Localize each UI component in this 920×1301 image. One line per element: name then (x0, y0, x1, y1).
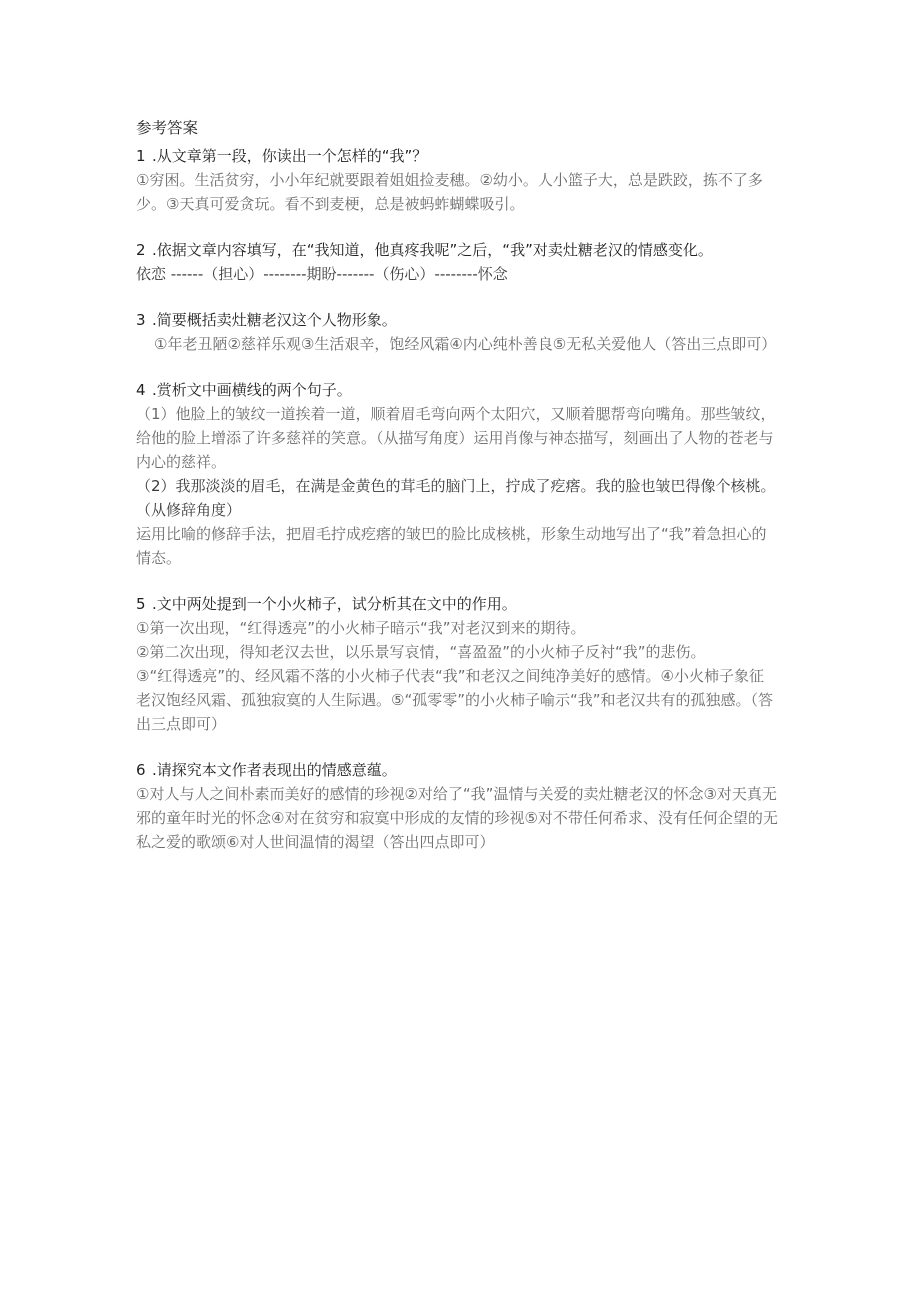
question-6 (136, 758, 778, 782)
question-text: .文中两处提到一个小火柿子，试分析其在文中的作用。 (152, 595, 517, 613)
question-text: .赏析文中画横线的两个句子。 (152, 381, 352, 399)
question-number: 2 (136, 241, 146, 259)
question-text: .依据文章内容填写，在“我知道，他真疼我呢”之后，“我”对卖灶糖老汉的情感变化。 (152, 241, 713, 259)
question-text: .请探究本文作者表现出的情感意蕴。 (152, 761, 397, 779)
question-2 (136, 238, 778, 262)
question-number: 3 (136, 311, 146, 329)
answer-4-part-2: （2）我那淡淡的眉毛，在满是金黄色的茸毛的脑门上，拧成了疙瘩。我的脸也皱巴得像个核桃。（从修辞角度） (136, 477, 776, 519)
answer-3: ①年老丑陋②慈祥乐观③生活艰辛，饱经风霜④内心纯朴善良⑤无私关爱他人（答出三点即可） (154, 335, 777, 353)
question-5 (136, 592, 778, 616)
answer-2: 依恋 ------（担心）--------期盼-------（伤心）--------怀念 (136, 265, 508, 283)
question-number: 5 (136, 595, 146, 613)
answer-5-part-1: ①第一次出现，“红得透亮”的小火柿子暗示“我”对老汉到来的期待。 (136, 619, 586, 637)
question-number: 4 (136, 381, 146, 399)
answer-content (136, 116, 778, 854)
question-number: 6 (136, 761, 146, 779)
answer-5-part-3: ③“红得透亮”的、经风霜不落的小火柿子代表“我”和老汉之间纯净美好的感情。④小火柿子象征老汉饱经风霜、孤独寂寞的人生际遇。⑤“孤零零”的小火柿子喻示“我”和老汉共有的孤独感。（答出三点即可） (136, 667, 774, 733)
section-3 (136, 308, 778, 356)
question-4 (136, 378, 778, 402)
page-title: 参考答案 (136, 119, 199, 137)
answer-1: ①穷困。生活贫穷，小小年纪就要跟着姐姐捡麦穗。②幼小。人小篮子大，总是跌跤，拣不了多少。③天真可爱贪玩。看不到麦梗，总是被蚂蚱蝴蝶吸引。 (136, 171, 763, 213)
answer-4-part-3: 运用比喻的修辞手法，把眉毛拧成疙瘩的皱巴的脸比成核桃，形象生动地写出了“我”着急担心的情态。 (136, 525, 767, 567)
question-number: 1 (136, 147, 146, 165)
section-5 (136, 592, 778, 736)
section-4 (136, 378, 778, 570)
question-text: .从文章第一段，你读出一个怎样的“我”？ (152, 147, 428, 165)
section-1 (136, 144, 778, 216)
section-6 (136, 758, 778, 854)
question-text: .简要概括卖灶糖老汉这个人物形象。 (152, 311, 397, 329)
question-1 (136, 144, 778, 168)
question-3 (136, 308, 778, 332)
answer-5-part-2: ②第二次出现，得知老汉去世，以乐景写哀情，“喜盈盈”的小火柿子反衬“我”的悲伤。 (136, 643, 706, 661)
answer-6: ①对人与人之间朴素而美好的感情的珍视②对给了“我”温情与关爱的卖灶糖老汉的怀念③对天真无邪的童年时光的怀念④对在贫穷和寂寞中形成的友情的珍视⑤对不带任何希求、没有任何企望的无私之爱的歌颂⑥对人世间温情的渴望（答出四点即可） (136, 785, 778, 851)
section-2 (136, 238, 778, 286)
answer-4-part-1: （1）他脸上的皱纹一道挨着一道，顺着眉毛弯向两个太阳穴，又顺着腮帮弯向嘴角。那些皱纹，给他的脸上增添了许多慈祥的笑意。（从描写角度）运用肖像与神态描写，刻画出了人物的苍老与内心的慈祥。 (136, 405, 776, 471)
